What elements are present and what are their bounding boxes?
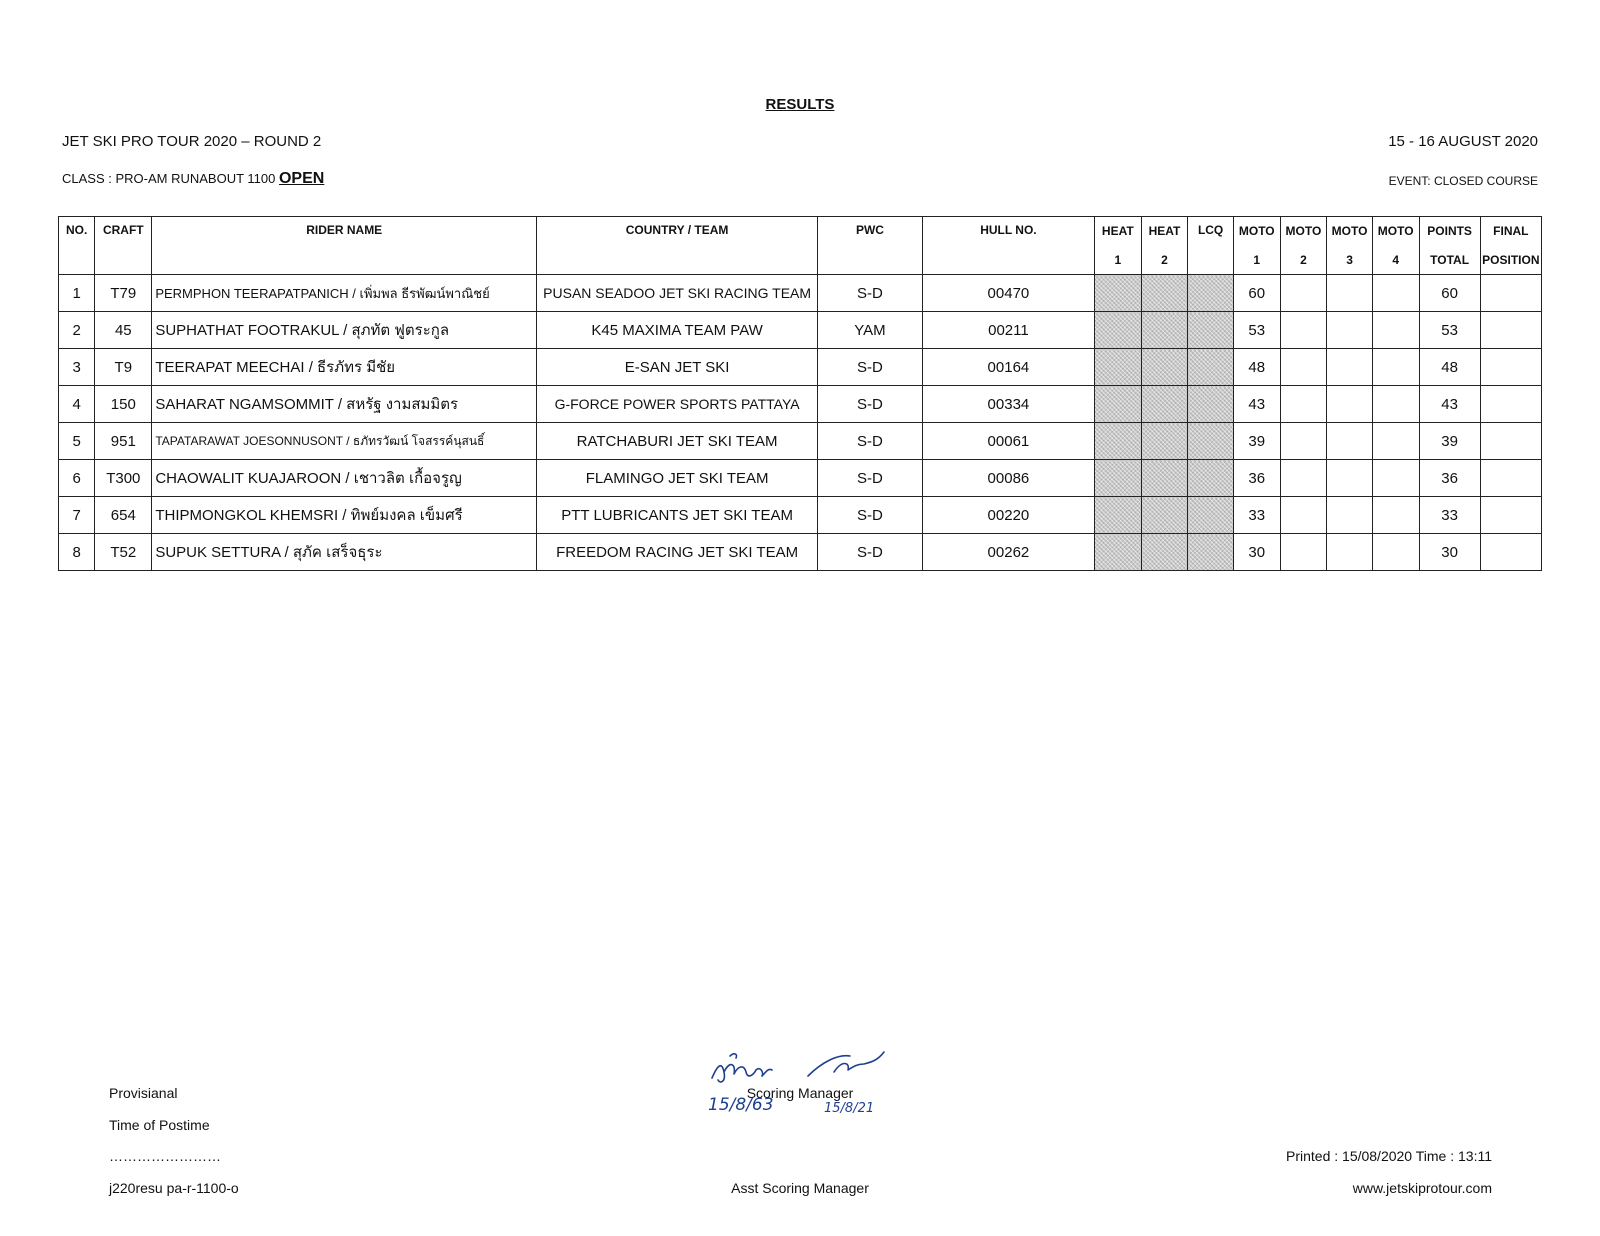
- page-title: RESULTS: [765, 96, 835, 113]
- cell-points-total: 53: [1419, 312, 1480, 349]
- cell-rider: SUPHATHAT FOOTRAKUL / สุภทัต ฟูตระกูล: [152, 312, 537, 349]
- cell-moto4: [1372, 460, 1419, 497]
- cell-moto2: [1280, 534, 1327, 571]
- cell-craft: 150: [95, 386, 152, 423]
- col-header-no: NO.: [59, 217, 95, 275]
- cell-heat2-shaded: [1141, 275, 1188, 312]
- cell-heat1-shaded: [1094, 460, 1141, 497]
- col-header-points: POINTS: [1419, 217, 1480, 246]
- cell-moto3: [1327, 497, 1373, 534]
- col-header-moto4-num: 4: [1372, 246, 1419, 275]
- cell-final-position: [1480, 460, 1541, 497]
- cell-points-total: 36: [1419, 460, 1480, 497]
- cell-pwc: S-D: [818, 460, 923, 497]
- cell-moto2: [1280, 275, 1327, 312]
- cell-moto1: 30: [1233, 534, 1280, 571]
- cell-final-position: [1480, 312, 1541, 349]
- cell-final-position: [1480, 275, 1541, 312]
- cell-heat1-shaded: [1094, 534, 1141, 571]
- cell-heat1-shaded: [1094, 423, 1141, 460]
- cell-no: 8: [59, 534, 95, 571]
- cell-lcq-shaded: [1188, 275, 1234, 312]
- cell-final-position: [1480, 497, 1541, 534]
- cell-final-position: [1480, 349, 1541, 386]
- cell-pwc: YAM: [818, 312, 923, 349]
- cell-hull: 00262: [922, 534, 1094, 571]
- cell-team: PTT LUBRICANTS JET SKI TEAM: [537, 497, 818, 534]
- col-header-moto4: MOTO: [1372, 217, 1419, 246]
- col-header-final-position: POSITION: [1480, 246, 1541, 275]
- table-row: [59, 423, 1542, 460]
- cell-moto4: [1372, 312, 1419, 349]
- cell-final-position: [1480, 534, 1541, 571]
- cell-moto2: [1280, 349, 1327, 386]
- cell-moto2: [1280, 497, 1327, 534]
- cell-heat2-shaded: [1141, 312, 1188, 349]
- cell-points-total: 60: [1419, 275, 1480, 312]
- cell-heat2-shaded: [1141, 534, 1188, 571]
- cell-moto1: 36: [1233, 460, 1280, 497]
- cell-rider: CHAOWALIT KUAJAROON / เชาวลิต เกื้อจรูญ: [152, 460, 537, 497]
- cell-hull: 00061: [922, 423, 1094, 460]
- cell-team: PUSAN SEADOO JET SKI RACING TEAM: [537, 275, 818, 312]
- postime-blank: ……………………: [109, 1148, 221, 1164]
- cell-moto4: [1372, 275, 1419, 312]
- cell-craft: T300: [95, 460, 152, 497]
- cell-no: 5: [59, 423, 95, 460]
- col-header-points-total: TOTAL: [1419, 246, 1480, 275]
- cell-moto4: [1372, 423, 1419, 460]
- table-row: [59, 534, 1542, 571]
- asst-scoring-manager-label: Asst Scoring Manager: [731, 1180, 869, 1196]
- cell-pwc: S-D: [818, 349, 923, 386]
- cell-points-total: 33: [1419, 497, 1480, 534]
- cell-team: FLAMINGO JET SKI TEAM: [537, 460, 818, 497]
- col-header-final: FINAL: [1480, 217, 1541, 246]
- cell-moto1: 43: [1233, 386, 1280, 423]
- cell-moto3: [1327, 312, 1373, 349]
- cell-heat1-shaded: [1094, 349, 1141, 386]
- col-header-hull: HULL NO.: [922, 217, 1094, 275]
- col-header-lcq: LCQ: [1188, 217, 1234, 275]
- cell-moto3: [1327, 460, 1373, 497]
- class-label: CLASS : PRO-AM RUNABOUT 1100: [62, 171, 279, 186]
- class-line: [62, 170, 324, 188]
- table-row: [59, 275, 1542, 312]
- cell-craft: T79: [95, 275, 152, 312]
- cell-moto4: [1372, 349, 1419, 386]
- col-header-heat2: HEAT: [1141, 217, 1188, 246]
- col-header-moto2-num: 2: [1280, 246, 1327, 275]
- cell-hull: 00211: [922, 312, 1094, 349]
- col-header-heat1-num: 1: [1094, 246, 1141, 275]
- cell-team: K45 MAXIMA TEAM PAW: [537, 312, 818, 349]
- cell-moto3: [1327, 534, 1373, 571]
- cell-craft: T9: [95, 349, 152, 386]
- cell-hull: 00470: [922, 275, 1094, 312]
- cell-hull: 00220: [922, 497, 1094, 534]
- cell-moto1: 60: [1233, 275, 1280, 312]
- event-name: JET SKI PRO TOUR 2020 – ROUND 2: [62, 133, 322, 150]
- cell-craft: 45: [95, 312, 152, 349]
- cell-heat2-shaded: [1141, 460, 1188, 497]
- table-row: [59, 460, 1542, 497]
- time-of-postime-label: Time of Postime: [109, 1117, 210, 1133]
- col-header-moto1: MOTO: [1233, 217, 1280, 246]
- cell-moto1: 33: [1233, 497, 1280, 534]
- cell-moto3: [1327, 349, 1373, 386]
- cell-team: G-FORCE POWER SPORTS PATTAYA: [537, 386, 818, 423]
- cell-hull: 00164: [922, 349, 1094, 386]
- cell-moto3: [1327, 386, 1373, 423]
- cell-moto1: 48: [1233, 349, 1280, 386]
- cell-lcq-shaded: [1188, 423, 1234, 460]
- col-header-heat1: HEAT: [1094, 217, 1141, 246]
- cell-lcq-shaded: [1188, 349, 1234, 386]
- col-header-moto1-num: 1: [1233, 246, 1280, 275]
- cell-moto1: 39: [1233, 423, 1280, 460]
- cell-team: E-SAN JET SKI: [537, 349, 818, 386]
- cell-lcq-shaded: [1188, 460, 1234, 497]
- cell-moto1: 53: [1233, 312, 1280, 349]
- signature-date-1: 15/8/63: [708, 1095, 774, 1115]
- class-open-label: OPEN: [278, 170, 325, 187]
- cell-points-total: 48: [1419, 349, 1480, 386]
- cell-heat1-shaded: [1094, 497, 1141, 534]
- col-header-pwc: PWC: [818, 217, 923, 275]
- cell-rider: SAHARAT NGAMSOMMIT / สหรัฐ งามสมมิตร: [152, 386, 537, 423]
- cell-pwc: S-D: [818, 386, 923, 423]
- header-row: [59, 217, 1542, 246]
- cell-rider: TEERAPAT MEECHAI / ธีรภัทร มีชัย: [152, 349, 537, 386]
- col-header-craft: CRAFT: [95, 217, 152, 275]
- cell-pwc: S-D: [818, 534, 923, 571]
- cell-points-total: 43: [1419, 386, 1480, 423]
- cell-lcq-shaded: [1188, 312, 1234, 349]
- col-header-moto3-num: 3: [1327, 246, 1373, 275]
- website-url: www.jetskiprotour.com: [1352, 1180, 1492, 1196]
- cell-craft: 951: [95, 423, 152, 460]
- cell-no: 2: [59, 312, 95, 349]
- cell-hull: 00334: [922, 386, 1094, 423]
- cell-moto3: [1327, 423, 1373, 460]
- cell-heat1-shaded: [1094, 312, 1141, 349]
- table-row: [59, 312, 1542, 349]
- cell-final-position: [1480, 386, 1541, 423]
- col-header-moto3: MOTO: [1327, 217, 1373, 246]
- cell-team: RATCHABURI JET SKI TEAM: [537, 423, 818, 460]
- signature-date-2: 15/8/21: [824, 1101, 875, 1116]
- document-code: j220resu pa-r-1100-o: [109, 1180, 239, 1196]
- cell-pwc: S-D: [818, 497, 923, 534]
- cell-heat2-shaded: [1141, 497, 1188, 534]
- table-row: [59, 386, 1542, 423]
- cell-craft: T52: [95, 534, 152, 571]
- cell-moto4: [1372, 497, 1419, 534]
- cell-moto4: [1372, 534, 1419, 571]
- col-header-rider: RIDER NAME: [152, 217, 537, 275]
- cell-no: 4: [59, 386, 95, 423]
- cell-no: 1: [59, 275, 95, 312]
- cell-lcq-shaded: [1188, 386, 1234, 423]
- cell-hull: 00086: [922, 460, 1094, 497]
- scoring-manager-label: Scoring Manager: [746, 1085, 854, 1101]
- cell-heat2-shaded: [1141, 386, 1188, 423]
- col-header-heat2-num: 2: [1141, 246, 1188, 275]
- cell-heat1-shaded: [1094, 275, 1141, 312]
- col-header-team: COUNTRY / TEAM: [537, 217, 818, 275]
- cell-pwc: S-D: [818, 275, 923, 312]
- results-table: [58, 216, 1542, 571]
- cell-rider: THIPMONGKOL KHEMSRI / ทิพย์มงคล เข็มศรี: [152, 497, 537, 534]
- cell-lcq-shaded: [1188, 497, 1234, 534]
- cell-lcq-shaded: [1188, 534, 1234, 571]
- table-row: [59, 497, 1542, 534]
- handwritten-signature: [708, 1050, 908, 1130]
- event-dates: 15 - 16 AUGUST 2020: [1388, 133, 1538, 150]
- cell-rider: SUPUK SETTURA / สุภัค เสร็จธุระ: [152, 534, 537, 571]
- cell-moto2: [1280, 460, 1327, 497]
- cell-moto2: [1280, 386, 1327, 423]
- provisional-label: Provisianal: [109, 1085, 178, 1101]
- cell-no: 7: [59, 497, 95, 534]
- cell-moto2: [1280, 312, 1327, 349]
- cell-heat1-shaded: [1094, 386, 1141, 423]
- cell-team: FREEDOM RACING JET SKI TEAM: [537, 534, 818, 571]
- cell-points-total: 39: [1419, 423, 1480, 460]
- cell-pwc: S-D: [818, 423, 923, 460]
- cell-rider: TAPATARAWAT JOESONNUSONT / ธภัทรวัฒน์ โจสรรค์นุสนธิ์: [152, 423, 537, 460]
- col-header-moto2: MOTO: [1280, 217, 1327, 246]
- cell-final-position: [1480, 423, 1541, 460]
- cell-rider: PERMPHON TEERAPATPANICH / เพิ่มพล ธีรพัฒน์พาณิชย์: [152, 275, 537, 312]
- cell-no: 3: [59, 349, 95, 386]
- cell-points-total: 30: [1419, 534, 1480, 571]
- cell-craft: 654: [95, 497, 152, 534]
- cell-moto3: [1327, 275, 1373, 312]
- printed-timestamp: Printed : 15/08/2020 Time : 13:11: [1286, 1148, 1492, 1164]
- cell-moto2: [1280, 423, 1327, 460]
- event-type: EVENT: CLOSED COURSE: [1388, 174, 1538, 188]
- cell-heat2-shaded: [1141, 423, 1188, 460]
- cell-heat2-shaded: [1141, 349, 1188, 386]
- cell-no: 6: [59, 460, 95, 497]
- cell-moto4: [1372, 386, 1419, 423]
- table-row: [59, 349, 1542, 386]
